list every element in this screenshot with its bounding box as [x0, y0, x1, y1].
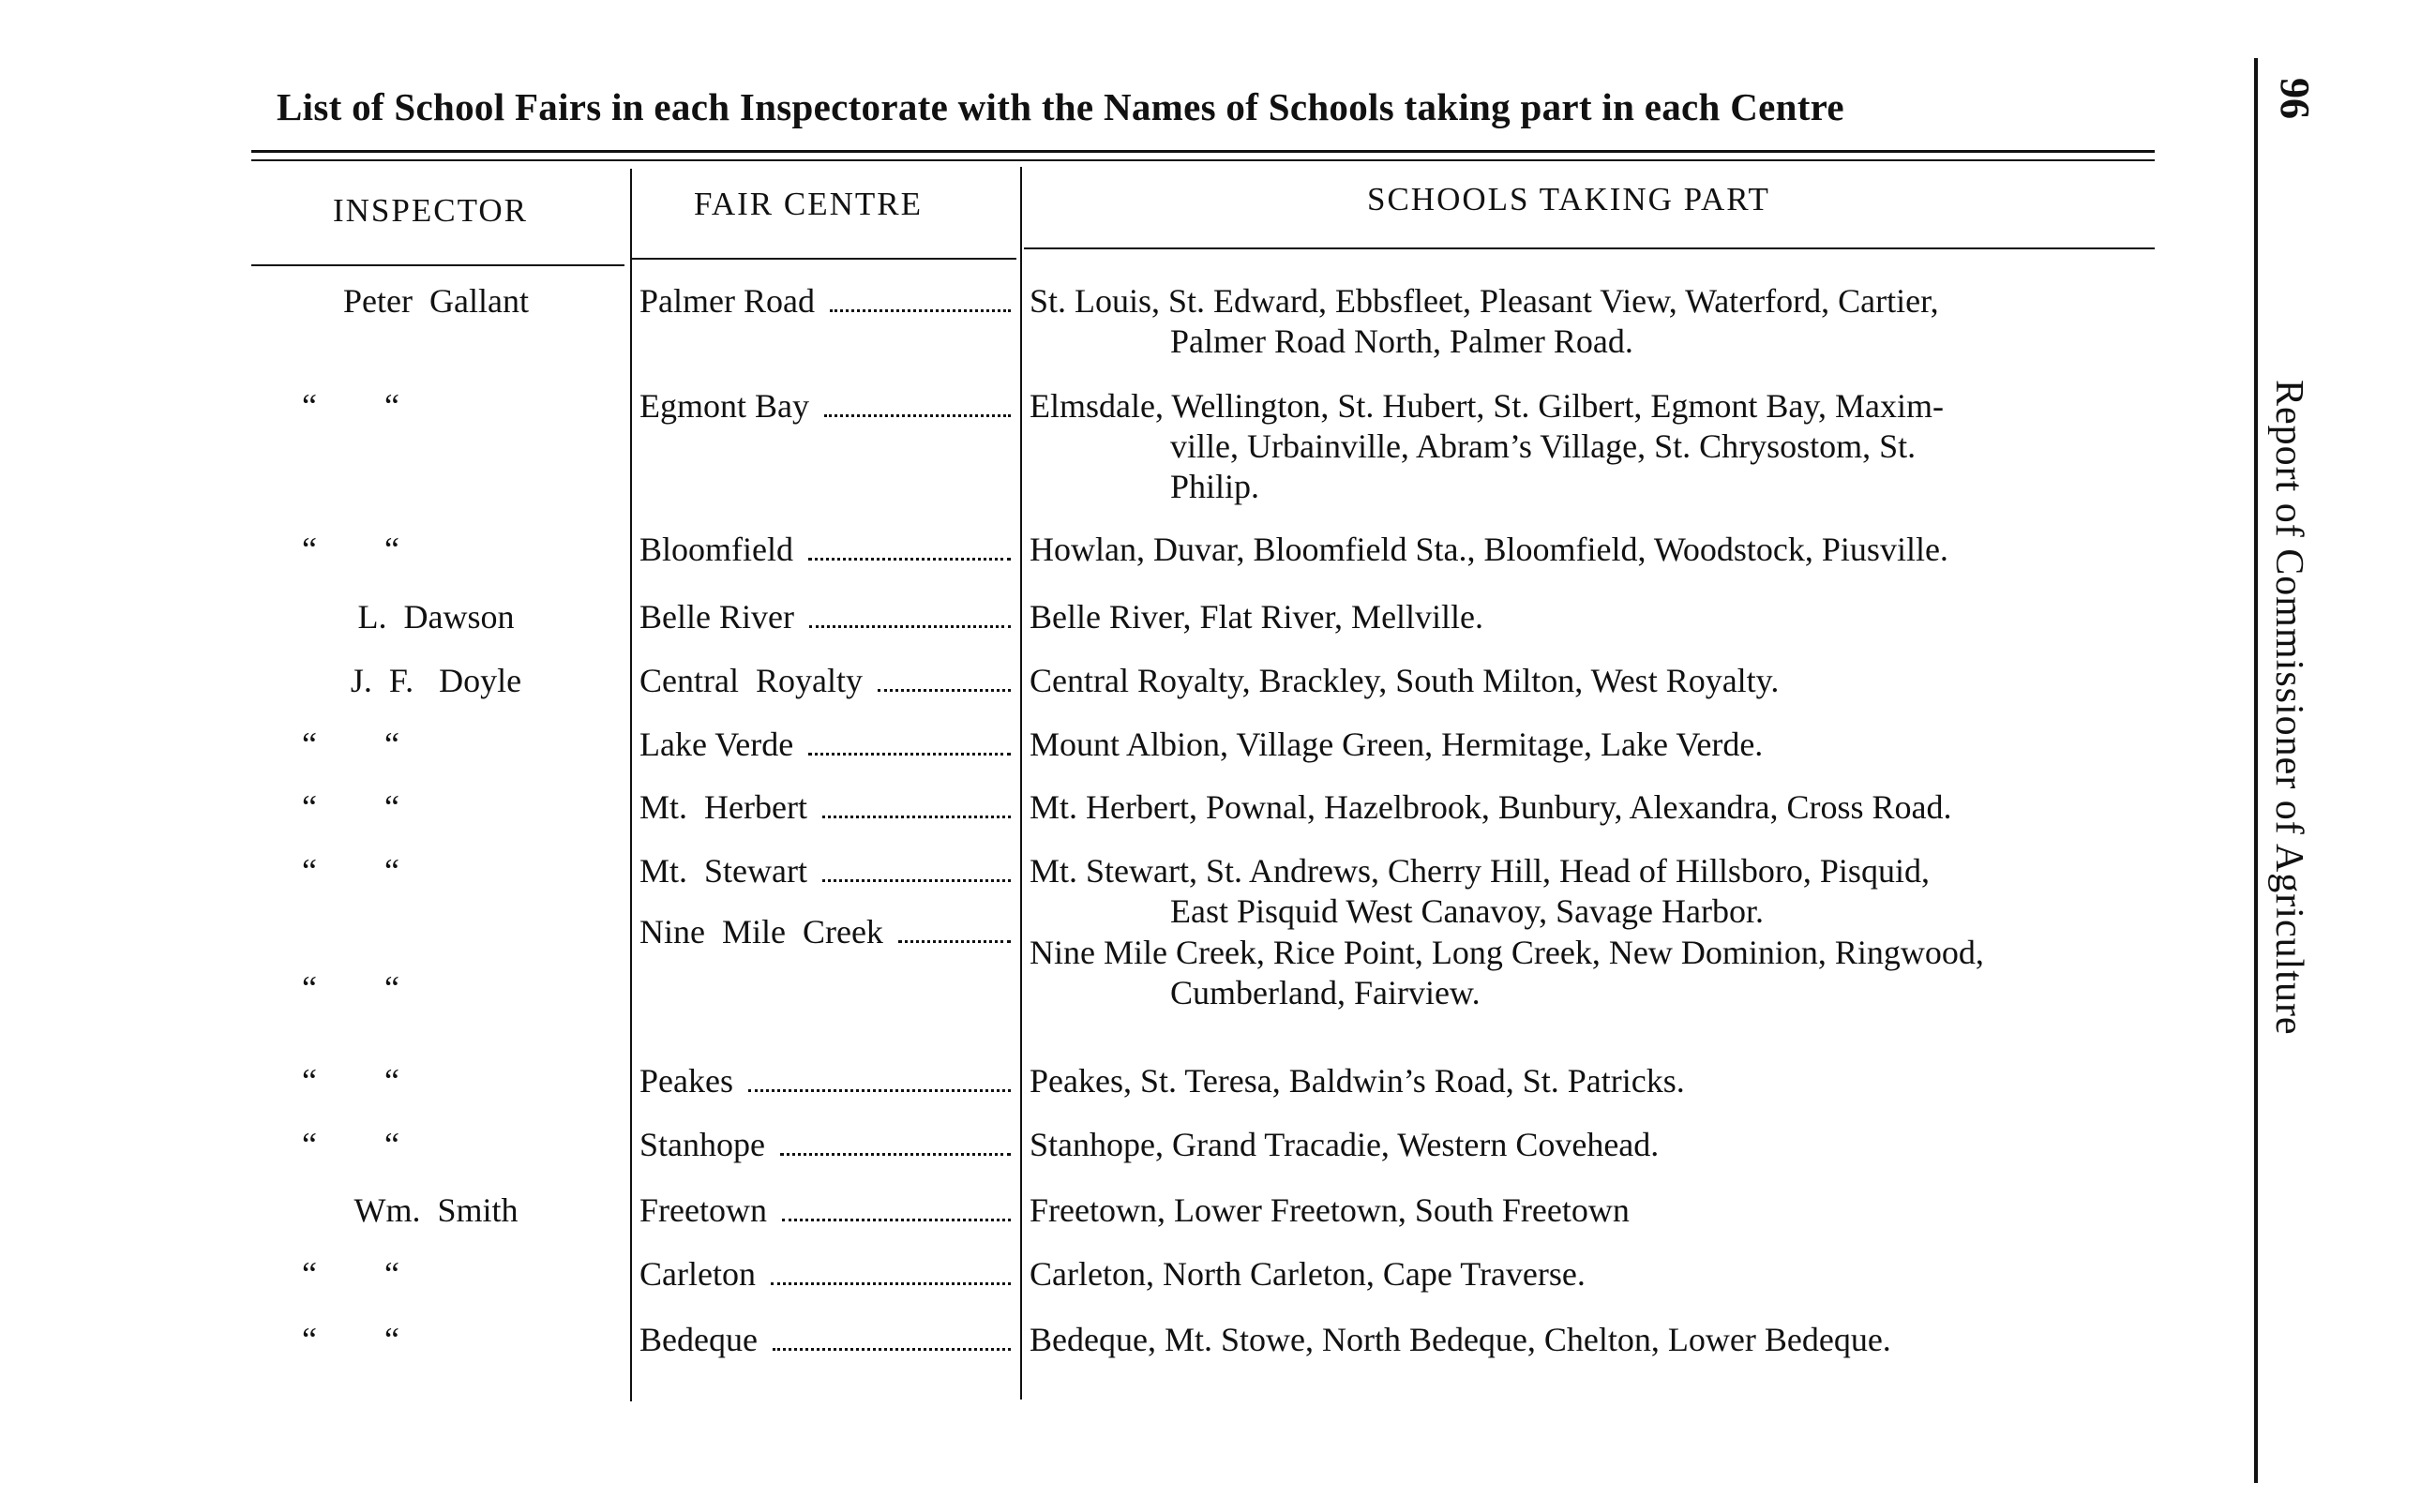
schools-cell [1030, 787, 2164, 828]
fair-centre-cell [639, 912, 1016, 952]
schools-line: Carleton, North Carleton, Cape Traverse. [1030, 1255, 1586, 1293]
inspector-cell: J. F. Doyle [350, 662, 522, 699]
top-double-rule-upper [251, 150, 2155, 153]
inspector-cell: “ “ [302, 1321, 399, 1358]
header-schools: SCHOOLS TAKING PART [1367, 181, 1770, 217]
fair-centre-name: Belle River [639, 598, 794, 636]
schools-line: St. Louis, St. Edward, Ebbsfleet, Pleasant View, Waterford, Cartier, [1030, 282, 1939, 320]
fair-centre-cell [639, 1320, 1016, 1360]
header-underline-schools [1024, 247, 2155, 249]
schools-cell [1030, 1190, 2164, 1231]
fair-centre-cell [639, 1254, 1016, 1295]
fair-centre-name: Nine Mile Creek [639, 913, 883, 951]
schools-line: Philip. [1170, 468, 1260, 505]
inspector-cell: Peter Gallant [343, 282, 529, 320]
header-inspector: INSPECTOR [333, 192, 528, 229]
schools-line: Mt. Herbert, Pownal, Hazelbrook, Bunbury, Alexandra, Cross Road. [1030, 788, 1952, 826]
dot-leader [808, 556, 1011, 561]
schools-line: Stanhope, Grand Tracadie, Western Covehead. [1030, 1126, 1660, 1163]
inspector-cell: “ “ [302, 531, 399, 568]
column-divider-1 [630, 169, 632, 1401]
fair-centre-cell [639, 597, 1016, 637]
schools-line: ville, Urbainville, Abram’s Village, St. Chrysostom, St. [1170, 427, 1917, 465]
schools-cell [1030, 597, 2164, 637]
schools-cell [1030, 386, 2164, 507]
page-title: List of School Fairs in each Inspectorate with the Names of Schools taking part in each Centre [277, 85, 1844, 128]
dot-leader [773, 1346, 1011, 1351]
inspector-cell: “ “ [302, 1126, 399, 1163]
schools-line: Howlan, Duvar, Bloomfield Sta., Bloomfield, Woodstock, Piusville. [1030, 531, 1948, 568]
schools-line: Elmsdale, Wellington, St. Hubert, St. Gilbert, Egmont Bay, Maxim- [1030, 387, 1945, 425]
inspector-cell: “ “ [302, 969, 399, 1007]
inspector-cell: L. Dawson [357, 598, 515, 636]
dot-leader [748, 1087, 1011, 1092]
dot-leader [898, 938, 1011, 943]
schools-line: Palmer Road North, Palmer Road. [1170, 322, 1633, 360]
column-divider-2 [1020, 167, 1022, 1400]
fair-centre-name: Mt. Stewart [639, 852, 807, 890]
dot-leader [808, 751, 1011, 756]
fair-centre-name: Freetown [639, 1191, 767, 1229]
schools-cell [1030, 1254, 2164, 1295]
fair-centre-name: Central Royalty [639, 662, 863, 699]
schools-cell [1030, 1320, 2164, 1360]
schools-line: Central Royalty, Brackley, South Milton, West Royalty. [1030, 662, 1780, 699]
schools-line: Mount Albion, Village Green, Hermitage, Lake Verde. [1030, 726, 1764, 763]
dot-leader [782, 1217, 1011, 1221]
fair-centre-name: Peakes [639, 1062, 733, 1100]
schools-line: Peakes, St. Teresa, Baldwin’s Road, St. Patricks. [1030, 1062, 1685, 1100]
schools-line: Cumberland, Fairview. [1170, 974, 1481, 1011]
schools-line: Bedeque, Mt. Stowe, North Bedeque, Chelton, Lower Bedeque. [1030, 1321, 1891, 1358]
schools-cell [1030, 851, 2164, 932]
page-number: 96 [2272, 78, 2318, 119]
schools-cell [1030, 530, 2164, 570]
dot-leader [780, 1151, 1011, 1156]
dot-leader [822, 877, 1011, 882]
page-edge-rule [2254, 58, 2258, 1483]
schools-line: Freetown, Lower Freetown, South Freetown [1030, 1191, 1630, 1229]
schools-line: Nine Mile Creek, Rice Point, Long Creek, New Dominion, Ringwood, [1030, 934, 1984, 971]
fair-centre-cell [639, 386, 1016, 427]
inspector-cell: “ “ [302, 1255, 399, 1293]
fair-centre-cell [639, 787, 1016, 828]
inspector-cell: Wm. Smith [353, 1191, 519, 1229]
fair-centre-cell [639, 1061, 1016, 1101]
dot-leader [830, 307, 1011, 312]
schools-cell [1030, 725, 2164, 765]
inspector-cell: “ “ [302, 852, 399, 890]
fair-centre-name: Bedeque [639, 1321, 758, 1358]
fair-centre-name: Palmer Road [639, 282, 815, 320]
schools-cell [1030, 933, 2164, 1013]
schools-line: East Pisquid West Canavoy, Savage Harbor. [1170, 892, 1765, 930]
fair-centre-name: Stanhope [639, 1126, 765, 1163]
fair-centre-name: Lake Verde [639, 726, 794, 763]
dot-leader [878, 687, 1011, 692]
fair-centre-name: Mt. Herbert [639, 788, 807, 826]
schools-cell [1030, 281, 2164, 362]
schools-cell [1030, 1061, 2164, 1101]
header-underline-inspector [251, 264, 624, 266]
fair-centre-name: Bloomfield [639, 531, 793, 568]
fair-centre-cell [639, 661, 1016, 701]
fair-centre-cell [639, 725, 1016, 765]
dot-leader [824, 412, 1011, 417]
fair-centre-name: Carleton [639, 1255, 756, 1293]
schools-line: Belle River, Flat River, Mellville. [1030, 598, 1484, 636]
dot-leader [822, 814, 1011, 818]
inspector-cell: “ “ [302, 387, 399, 425]
inspector-cell: “ “ [302, 726, 399, 763]
dot-leader [771, 1280, 1011, 1285]
running-title: Report of Commissioner of Agriculture [2267, 380, 2310, 1036]
header-underline-fair-centre [630, 258, 1016, 260]
schools-cell [1030, 1125, 2164, 1165]
header-fair-centre: FAIR CENTRE [694, 186, 923, 222]
fair-centre-cell [639, 851, 1016, 891]
schools-cell [1030, 661, 2164, 701]
top-double-rule-lower [251, 159, 2155, 161]
fair-centre-cell [639, 1190, 1016, 1231]
inspector-cell: “ “ [302, 1062, 399, 1100]
inspector-cell: “ “ [302, 788, 399, 826]
fair-centre-cell [639, 281, 1016, 322]
dot-leader [809, 623, 1011, 628]
fair-centre-name: Egmont Bay [639, 387, 809, 425]
fair-centre-cell [639, 1125, 1016, 1165]
fair-centre-cell [639, 530, 1016, 570]
schools-line: Mt. Stewart, St. Andrews, Cherry Hill, Head of Hillsboro, Pisquid, [1030, 852, 1930, 890]
